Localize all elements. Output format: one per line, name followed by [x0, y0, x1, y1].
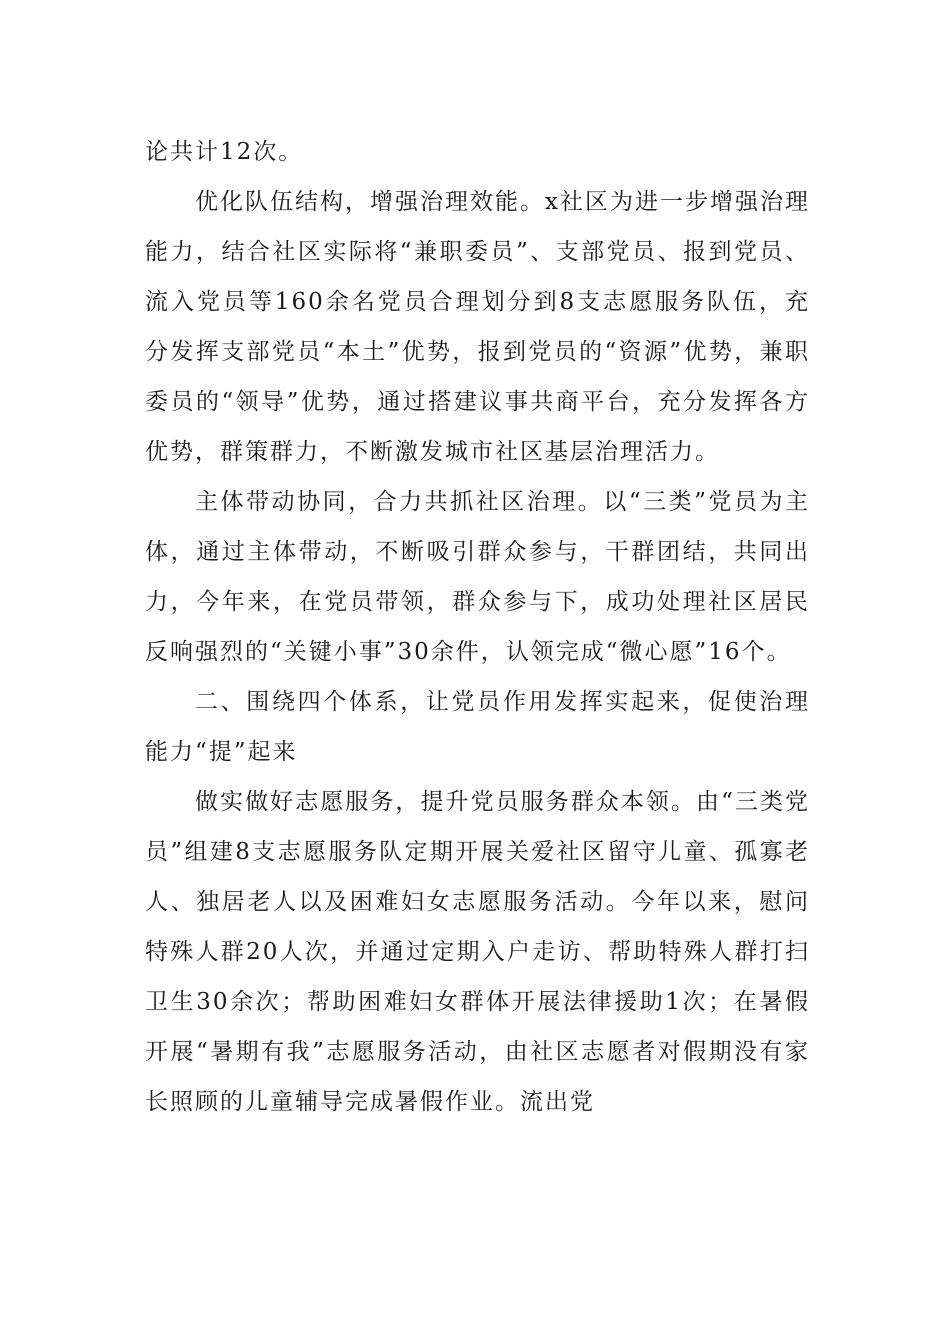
paragraph-continued: 论共计12次。: [145, 139, 304, 165]
paragraph-optimize-team: 优化队伍结构，增强治理效能。x社区为进一步增强治理能力，结合社区实际将“兼职委员”、支部党员、报到党员、流入党员等160余名党员合理划分到8支志愿服务队伍，充分发挥支部党员“本土”优势，报到党员的“资源”优势，兼职委员的“领导”优势，通过搭建议事共商平台，充分发挥各方优势，群策群力，不断激发城市社区基层治理活力。: [145, 189, 810, 465]
paragraph-joint-governance: 主体带动协同，合力共抓社区治理。以“三类”党员为主体，通过主体带动，不断吸引群众参与，干群团结，共同出力，今年来，在党员带领，群众参与下，成功处理社区居民反响强烈的“关键小事”30余件，认领完成“微心愿”16个。: [145, 489, 810, 665]
paragraph-volunteer-service: 做实做好志愿服务，提升党员服务群众本领。由“三类党员”组建8支志愿服务队定期开展关爱社区留守儿童、孤寡老人、独居老人以及困难妇女志愿服务活动。今年以来，慰问特殊人群20人次，并通过定期入户走访、帮助特殊人群打扫卫生30余次；帮助困难妇女群体开展法律援助1次；在暑假开展“暑期有我”志愿服务活动，由社区志愿者对假期没有家长照顾的儿童辅导完成暑假作业。流出党: [145, 789, 810, 1115]
document-body: [145, 127, 810, 1127]
section-heading-two: 二、围绕四个体系，让党员作用发挥实起来，促使治理能力“提”起来: [145, 689, 810, 765]
